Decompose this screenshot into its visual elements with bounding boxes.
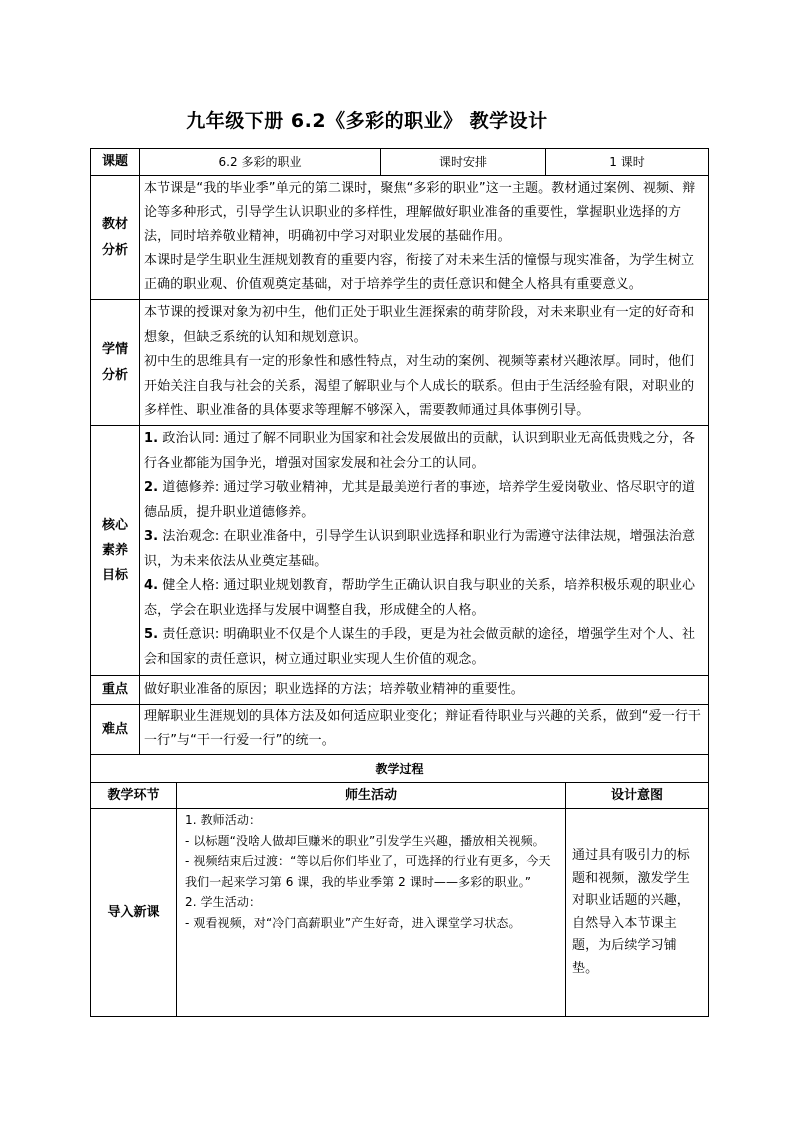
item-number: 1. bbox=[144, 431, 159, 446]
key-points-content: 做好职业准备的原因；职业选择的方法；培养敬业精神的重要性。 bbox=[144, 682, 524, 697]
stage-intent bbox=[566, 809, 708, 1016]
teacher-activity-title: 1. 教师活动： bbox=[185, 813, 262, 827]
literacy-item bbox=[144, 525, 704, 574]
student-activity-title: 2. 学生活动： bbox=[185, 895, 262, 909]
col-header-intent: 设计意图 bbox=[610, 787, 663, 803]
lesson-plan-table bbox=[90, 148, 709, 1017]
paragraph: 本节课是“我的毕业季”单元的第二课时，聚焦“多彩的职业”这一主题。教材通过案例、视频、辩论等多种形式，引导学生认识职业的多样性，理解做好职业准备的重要性，掌握职业选择的方法，同时培养敬业精神，明确初中学习对职业发展的基础作用。 bbox=[144, 181, 696, 244]
student-analysis-content bbox=[140, 300, 708, 425]
literacy-item bbox=[144, 427, 704, 476]
item-text: 政治认同: 通过了解不同职业为国家和社会发展做出的贡献，认识到职业无高低贵贱之分，各行各业都能为国争光，增强对国家发展和社会分工的认同。 bbox=[144, 431, 696, 471]
label-line: 教材 bbox=[101, 216, 128, 232]
schedule-value: 1 课时 bbox=[609, 155, 645, 169]
difficulties-label: 难点 bbox=[101, 721, 128, 737]
activity-line: - 视频结束后过渡：“等以后你们毕业了，可选择的行业有更多，今天我们一起来学习第 6 课，我的毕业季第 2 课时——多彩的职业。” bbox=[185, 854, 551, 889]
activity-line: - 观看视频，对“冷门高薪职业”产生好奇，进入课堂学习状态。 bbox=[185, 915, 521, 930]
topic-value: 6.2 多彩的职业 bbox=[218, 155, 302, 169]
literacy-item bbox=[144, 476, 704, 525]
activity-line: - 以标题“没啥人做却巨赚米的职业”引发学生兴趣，播放相关视频。 bbox=[185, 833, 545, 848]
item-number: 3. bbox=[144, 529, 159, 544]
topic-label: 课题 bbox=[101, 154, 128, 169]
intent-text: 通过具有吸引力的标题和视频，激发学生对职业话题的兴趣，自然导入本节课主题，为后续学习铺垫。 bbox=[572, 848, 690, 976]
core-literacy-content bbox=[140, 426, 708, 675]
stage-name: 导入新课 bbox=[107, 904, 160, 920]
col-header-stage: 教学环节 bbox=[107, 787, 160, 803]
paragraph: 本课时是学生职业生涯规划教育的重要内容，衔接了对未来生活的憧憬与现实准备，为学生树立正确的职业观、价值观奠定基础，对于培养学生的责任意识和健全人格具有重要意义。 bbox=[144, 253, 695, 292]
difficulties-content: 理解职业生涯规划的具体方法及如何适应职业变化；辩证看待职业与兴趣的关系，做到“爱一行干一行”与“干一行爱一行”的统一。 bbox=[144, 709, 702, 748]
teaching-process-header: 教学过程 bbox=[375, 761, 424, 776]
core-literacy-label bbox=[91, 426, 139, 675]
item-number: 5. bbox=[144, 627, 159, 642]
page-title: 九年级下册 6.2《多彩的职业》 教学设计 bbox=[186, 110, 548, 132]
paragraph: 初中生的思维具有一定的形象性和感性特点，对生动的案例、视频等素材兴趣浓厚。同时，他们开始关注自我与社会的关系，渴望了解职业与个人成长的联系。但由于生活经验有限，对职业的多样性、职业准备的具体要求等理解不够深入，需要教师通过具体事例引导。 bbox=[144, 354, 695, 418]
label-line: 分析 bbox=[101, 367, 128, 383]
label-line: 学情 bbox=[101, 341, 128, 357]
key-points-label: 重点 bbox=[101, 682, 128, 697]
textbook-analysis-label bbox=[91, 176, 139, 299]
label-line: 核心 bbox=[101, 518, 128, 533]
col-header-activity: 师生活动 bbox=[344, 787, 397, 803]
item-number: 4. bbox=[144, 578, 159, 593]
item-text: 健全人格: 通过职业规划教育，帮助学生正确认识自我与职业的关系，培养积极乐观的职业心态，学会在职业选择与发展中调整自我，形成健全的人格。 bbox=[144, 578, 696, 618]
paragraph: 本节课的授课对象为初中生，他们正处于职业生涯探索的萌芽阶段，对未来职业有一定的好奇和想象，但缺乏系统的认知和规划意识。 bbox=[144, 305, 695, 345]
textbook-analysis-content bbox=[140, 176, 708, 299]
item-text: 法治观念: 在职业准备中，引导学生认识到职业选择和职业行为需遵守法律法规，增强法治意识，为未来依法从业奠定基础。 bbox=[144, 529, 696, 569]
schedule-label: 课时安排 bbox=[438, 155, 487, 169]
student-analysis-label bbox=[91, 300, 139, 425]
label-line: 目标 bbox=[101, 568, 128, 583]
label-line: 素养 bbox=[101, 543, 128, 558]
item-text: 道德修养: 通过学习敬业精神，尤其是最美逆行者的事迹，培养学生爱岗敬业、恪尽职守的道德品质，提升职业道德修养。 bbox=[144, 480, 696, 520]
literacy-item bbox=[144, 623, 704, 672]
literacy-item bbox=[144, 574, 704, 623]
label-line: 分析 bbox=[101, 242, 128, 258]
item-number: 2. bbox=[144, 480, 159, 495]
stage-activity bbox=[177, 809, 565, 1016]
item-text: 责任意识: 明确职业不仅是个人谋生的手段，更是为社会做贡献的途径，增强学生对个人、社会和国家的责任意识，树立通过职业实现人生价值的观念。 bbox=[144, 627, 696, 667]
